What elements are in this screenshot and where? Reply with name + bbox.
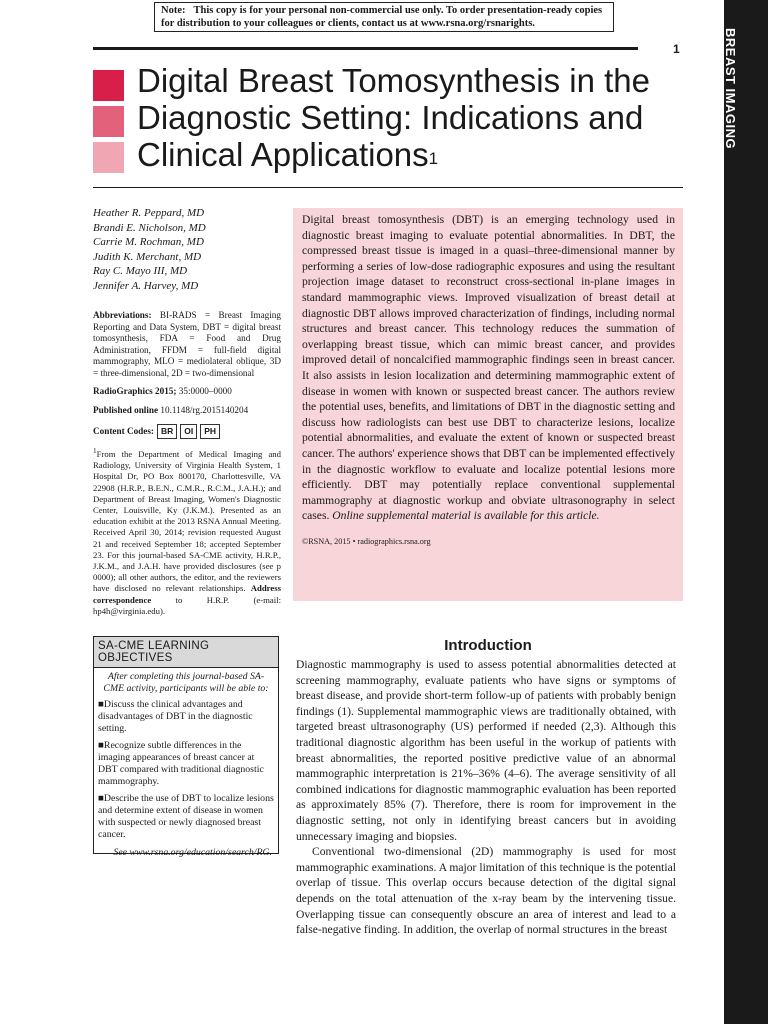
doi: 10.1148/rg.2015140204	[160, 405, 249, 415]
affiliation-note	[93, 446, 281, 617]
abstract-online-note: Online supplemental material is available for this article.	[332, 509, 600, 523]
affiliation-marker: 1	[93, 447, 97, 455]
copyright-note	[154, 2, 614, 32]
abstract-text	[302, 212, 675, 524]
accent-square-mid	[93, 106, 124, 137]
objectives-see-link: See www.rsna.org/education/search/RG.	[113, 847, 272, 858]
note-label: Note:	[161, 5, 186, 16]
objective-text: Describe the use of DBT to localize lesions and determine extent of disease in women with suspected or newly diagnosed breast cancer.	[98, 793, 274, 840]
title-rule	[93, 187, 683, 188]
learning-objectives-box	[93, 636, 279, 858]
objectives-heading: SA-CME LEARNING OBJECTIVES	[94, 637, 278, 668]
content-codes-label: Content Codes:	[93, 425, 154, 436]
published-online	[93, 405, 281, 417]
accent-square-light	[93, 142, 124, 173]
page-number: 1	[673, 42, 680, 56]
abstract-body: Digital breast tomosynthesis (DBT) is an emerging technology used in diagnostic breast imaging to evaluate potential abnormalities. In DBT, the compressed breast tissue is imaged in a quasi–three-dimensional manner by performing a series of low-dose radiographic exposures and using the resultant projection image dataset to reconstruct cross-sectional in-plane images in standard mammographic views. Improved visualization of breast detail at diagnostic DBT allows improved characterization of findings, including normal structures and breast cancer. This technology reduces the summation of overlapping breast tissue, which can mimic breast cancer, and provides improved detail of noncalcified mammographic findings seen in breast cancer. It also assists in lesion localization and determining mammographic extent of disease in women with known or suspected breast cancer. The authors review the potential uses, benefits, and limitations of DBT in the diagnostic setting and discuss how radiologists can best use DBT to characterize lesions, localize potential abnormalities, and evaluate the extent of known or suspected breast cancer. The authors' experience shows that DBT can be implemented effectively in the diagnostic workflow to evaluate and localize potential lesions more efficiently. DBT may potentially replace conventional supplemental mammography at diagnostic workup and obviate ultrasonography in select cases.	[302, 213, 675, 523]
citation-label: RadioGraphics 2015;	[93, 386, 177, 396]
objective-item	[94, 697, 278, 738]
abbreviations	[93, 310, 281, 380]
published-label: Published online	[93, 405, 159, 415]
content-codes	[93, 424, 281, 439]
author: Brandi E. Nicholson, MD	[93, 221, 206, 234]
content-code-badge: OI	[180, 424, 197, 439]
abbreviations-text: BI-RADS = Breast Imaging Reporting and Data System, DBT = digital breast tomosynthesis, FDA = Food and Drug Administration, FFDM = full-field digital mammography, MLO = mediolateral oblique, 3D = three-dimensional, 2D = two-dimensional	[93, 310, 281, 378]
author: Carrie M. Rochman, MD	[93, 236, 204, 248]
content-code-badge: PH	[200, 424, 220, 439]
author: Jennifer A. Harvey, MD	[93, 279, 199, 292]
section-heading-introduction: Introduction	[444, 637, 532, 654]
note-text: This copy is for your personal non-commercial use only. To order presentation-ready copies for distribution to your colleagues or clients, contact us at www.rsna.org/rsnarights.	[161, 5, 603, 29]
abbreviations-label: Abbreviations:	[93, 310, 152, 320]
bullet-icon: ■	[98, 740, 104, 751]
author: Ray C. Mayo III, MD	[93, 265, 188, 277]
affiliation-text: From the Department of Medical Imaging and Radiology, University of Virginia Health System, 1 Hospital Dr, PO Box 800170, Charlottesville, VA 22908 (H.R.P., B.E.N., C.M.R., R.C.M., J.A.H.); and Department of Breast Imaging, Women's Diagnostic Center, Louisville, Ky (J.K.M.). Presented as an education exhibit at the 2013 RSNA Annual Meeting. Received April 30, 2014; revision requested August 21 and received September 18; accepted September 23. For this journal-based SA-CME activity, H.R.P., J.K.M., and J.A.H. have provided disclosures (see p 0000); all other authors, the editor, and the reviewers have disclosed no relevant relationships.	[93, 448, 281, 594]
abstract-box	[293, 208, 683, 601]
objective-text: Discuss the clinical advantages and disadvantages of DBT in the diagnostic setting.	[98, 699, 253, 734]
author: Judith K. Merchant, MD	[93, 250, 202, 263]
section-label: BREAST IMAGING	[723, 28, 738, 150]
objective-item	[94, 791, 278, 844]
article-title	[137, 62, 697, 173]
paragraph: Diagnostic mammography is used to assess potential abnormalities detected at screening mammography, evaluate patients who have signs or symptoms of breast disease, and provide short-term follow-up of patients with probably benign findings (1). Supplemental mammographic views are traditionally obtained, with targeted breast ultrasonography (US) performed if needed (2,3). Although this traditional diagnostic algorithm has been useful in the workup of patients with breast abnormalities, the reported positive predictive value of an abnormal mammographic interpretation is 21%–36% (4–6). The average sensitivity of all combined indications for diagnostic mammographic evaluation has been reported as approximately 85% (7). Therefore, there is room for improvement in the diagnostic setting, not only in identifying breast cancers but in avoiding unnecessary imaging and biopsies.	[296, 658, 676, 843]
content-code-badge: BR	[157, 424, 177, 439]
author: Heather R. Peppard, MD	[93, 207, 205, 219]
bullet-icon: ■	[98, 699, 104, 710]
abstract-copyright: ©RSNA, 2015 • radiographics.rsna.org	[302, 536, 431, 546]
bullet-icon: ■	[98, 793, 104, 804]
citation	[93, 386, 281, 398]
objective-item	[94, 738, 278, 791]
top-rule	[93, 47, 638, 50]
correspondence-text: to H.R.P. (e-mail: hp4h@virginia.edu).	[93, 594, 281, 616]
accent-square-dark	[93, 70, 124, 101]
citation-text: 35:0000–0000	[178, 386, 232, 396]
introduction-body	[296, 657, 676, 938]
title-footnote-marker: 1	[428, 149, 439, 168]
objectives-intro: After completing this journal-based SA-CME activity, participants will be able to:	[103, 671, 269, 694]
section-sidebar	[724, 0, 768, 1024]
objective-text: Recognize subtle differences in the imaging appearances of breast cancer at DBT compared with traditional diagnostic mammography.	[98, 740, 264, 787]
title-text: Digital Breast Tomosynthesis in the Diagnostic Setting: Indications and Clinical Applications	[137, 62, 650, 173]
paragraph: Conventional two-dimensional (2D) mammography is used for most mammographic examinations. A major limitation of this technique is the potential overlap of tissue. This overlap occurs because detection of the digital signal depends on the total attenuation of the x-ray beam by the intervening tissue. Overlapping tissue can consequently obscure an area of interest and lead to a false-negative finding. In addition, the overlap of normal structures in the breast	[296, 845, 676, 937]
author-list	[93, 206, 283, 293]
correspondence-label: Address correspondence	[93, 583, 281, 605]
